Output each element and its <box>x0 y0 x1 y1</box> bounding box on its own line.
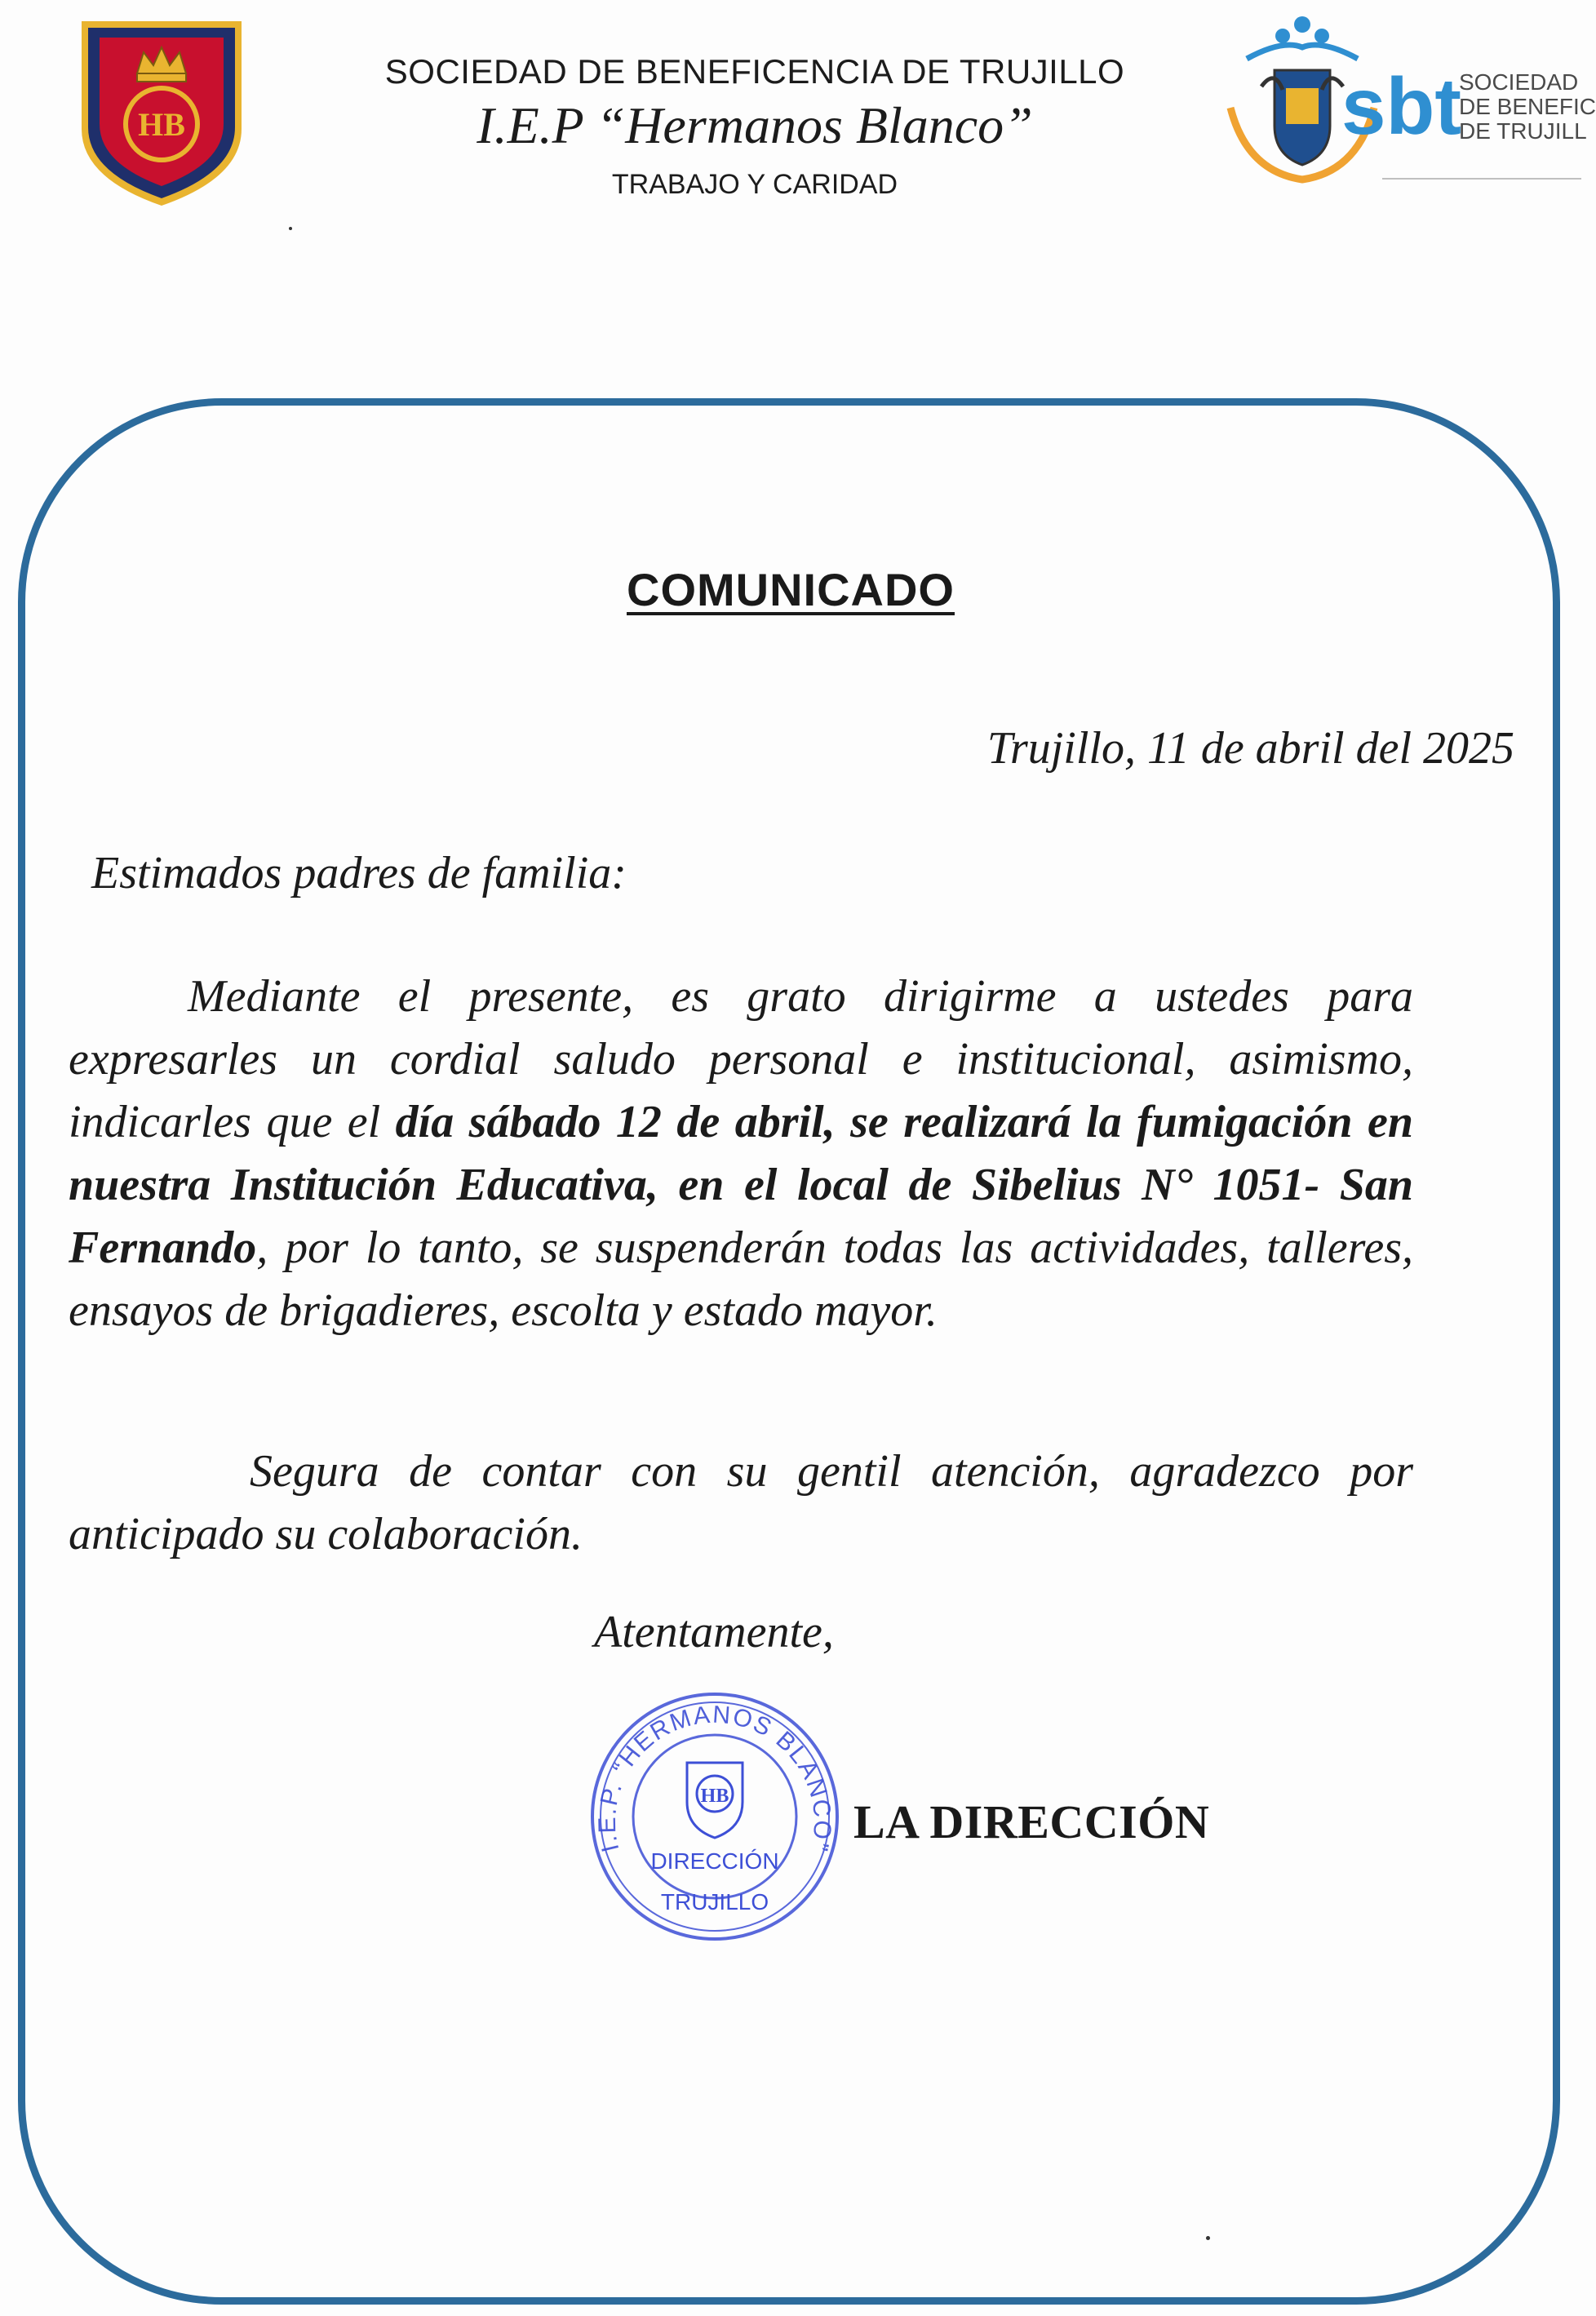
stamp-inner-label: DIRECCIÓN <box>650 1848 779 1874</box>
school-crest-logo <box>75 15 248 211</box>
scan-speck <box>289 227 292 230</box>
crest-monogram: HB <box>138 106 185 143</box>
sbt-letters: sbt <box>1341 61 1461 151</box>
document-title <box>0 561 1581 619</box>
closing-paragraph: Segura de contar con su gentil atención, agradezco por anticipado su colaboración. <box>69 1446 1413 1560</box>
motto: TRABAJO Y CARIDAD <box>611 169 898 200</box>
paragraph-tail: , por lo tanto, se suspenderán todas las actividades, talleres, ensayos de brigadieres, escolta y estado mayor. <box>69 1222 1413 1336</box>
stamp-ring-text: I.E.P. “HERMANOS BLANCO” <box>593 1701 836 1855</box>
paragraph-emphasis: día sábado 12 de abril, se realizará la fumigación en nuestra Institución Educativa, en el local de Sibelius N° 1051- San Fernando <box>69 1097 1413 1273</box>
sbt-text-line: DE TRUJILL <box>1459 118 1587 144</box>
title-text: COMUNICADO <box>627 564 955 615</box>
closing-salutation: Atentamente, <box>594 1607 834 1657</box>
main-paragraph <box>69 965 1413 1342</box>
stamp-city: TRUJILLO <box>660 1889 769 1914</box>
school-name: I.E.P “Hermanos Blanco” <box>477 96 1033 154</box>
organization-name: SOCIEDAD DE BENEFICENCIA DE TRUJILLO <box>384 52 1125 91</box>
paragraph-lead: Mediante el presente, es grato dirigirme a ustedes para expresarles un cordial saludo personal e institucional, asimismo, indicarles que el <box>69 971 1413 1147</box>
sbt-text-line: DE BENEFIC <box>1459 94 1596 119</box>
sbt-logo <box>1214 11 1596 189</box>
sbt-text-line: SOCIEDAD <box>1459 69 1579 95</box>
greeting: Estimados padres de familia: <box>91 848 627 898</box>
date-line: Trujillo, 11 de abril del 2025 <box>986 723 1514 774</box>
logo-divider <box>1382 178 1581 180</box>
direction-stamp <box>586 1688 844 1946</box>
signature-label: LA DIRECCIÓN <box>853 1795 1210 1848</box>
sbt-emblem-icon <box>1214 11 1459 189</box>
rounded-border-frame <box>18 398 1560 2305</box>
svg-text:I.E.P. “HERMANOS BLANCO” <box>594 1702 836 1855</box>
stamp-monogram: HB <box>700 1786 729 1807</box>
letterhead <box>326 51 1183 202</box>
sbt-text-block <box>1459 69 1596 144</box>
